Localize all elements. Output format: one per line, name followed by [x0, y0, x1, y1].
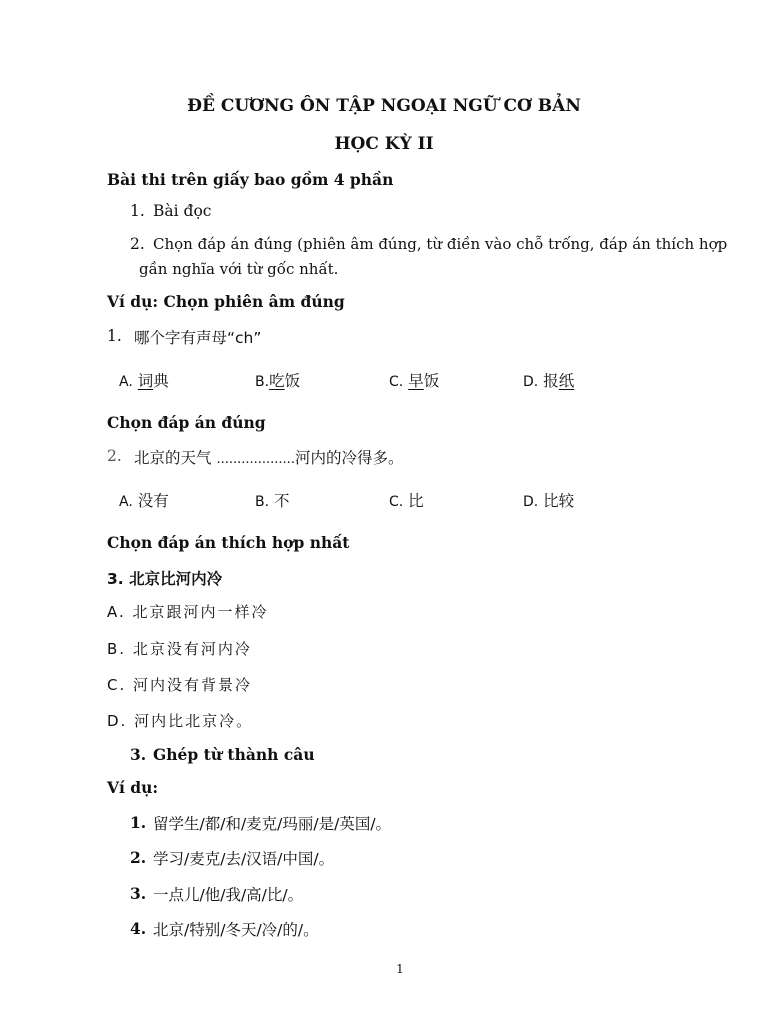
example4-item-4: 北京/特别/冬天/冷/的/。: [153, 921, 319, 939]
example4-item-2: 学习/麦克/去/汉语/中国/。: [153, 850, 335, 868]
part-text-2-line2: gần nghĩa với từ gốc nhất.: [139, 260, 339, 278]
doc-title: ĐỀ CƯƠNG ÔN TẬP NGOẠI NGỮ CƠ BẢN: [187, 96, 581, 116]
part-text-1: Bài đọc: [153, 202, 212, 220]
part-text-3: Ghép từ thành câu: [153, 745, 315, 764]
example1-option-c: C. 早饭: [389, 372, 440, 390]
example2-question: 北京的天气 ...................河内的冷得多。: [134, 449, 404, 467]
example2-heading: Chọn đáp án đúng: [107, 413, 266, 432]
example4-item-number-4: 4.: [130, 919, 147, 938]
example2-option-a: A. 没有: [119, 492, 169, 510]
doc-subtitle: HỌC KỲ II: [334, 134, 434, 154]
example3-option-d: D. 河内比北京冷。: [107, 712, 254, 730]
example4-item-3: 一点儿/他/我/高/比/。: [153, 886, 304, 904]
example3-question: 3. 北京比河内冷: [107, 570, 223, 588]
part-number-3: 3.: [130, 745, 147, 764]
example4-item-number-2: 2.: [130, 848, 147, 867]
example3-option-a: A. 北京跟河内一样冷: [107, 603, 269, 621]
example1-option-a: A. 词典: [119, 372, 169, 390]
example1-question: 哪个字有声母“ch”: [134, 329, 262, 347]
example3-heading: Chọn đáp án thích hợp nhất: [107, 533, 350, 552]
part-number-2: 2.: [130, 235, 145, 253]
example1-question-number: 1.: [107, 327, 122, 345]
example3-option-c: C. 河内没有背景冷: [107, 676, 253, 694]
example1-option-b: B.吃饭: [255, 372, 301, 390]
part-number-1: 1.: [130, 202, 145, 220]
example4-item-1: 留学生/都/和/麦克/玛丽/是/英国/。: [153, 815, 392, 833]
example2-option-d: D. 比较: [523, 492, 575, 510]
page-number: 1: [396, 962, 404, 976]
intro-heading: Bài thi trên giấy bao gồm 4 phần: [107, 170, 394, 189]
part-text-2-line1: Chọn đáp án đúng (phiên âm đúng, từ điền vào chỗ trống, đáp án thích hợp: [153, 235, 728, 253]
example1-option-d: D. 报纸: [523, 372, 575, 390]
example2-question-number: 2.: [107, 447, 122, 465]
example4-heading: Ví dụ:: [107, 778, 159, 797]
example2-option-c: C. 比: [389, 492, 424, 510]
example4-item-number-3: 3.: [130, 884, 147, 903]
example1-heading: Ví dụ: Chọn phiên âm đúng: [107, 292, 345, 311]
example3-option-b: B. 北京没有河内冷: [107, 640, 252, 658]
example4-item-number-1: 1.: [130, 813, 147, 832]
example2-option-b: B. 不: [255, 492, 290, 510]
